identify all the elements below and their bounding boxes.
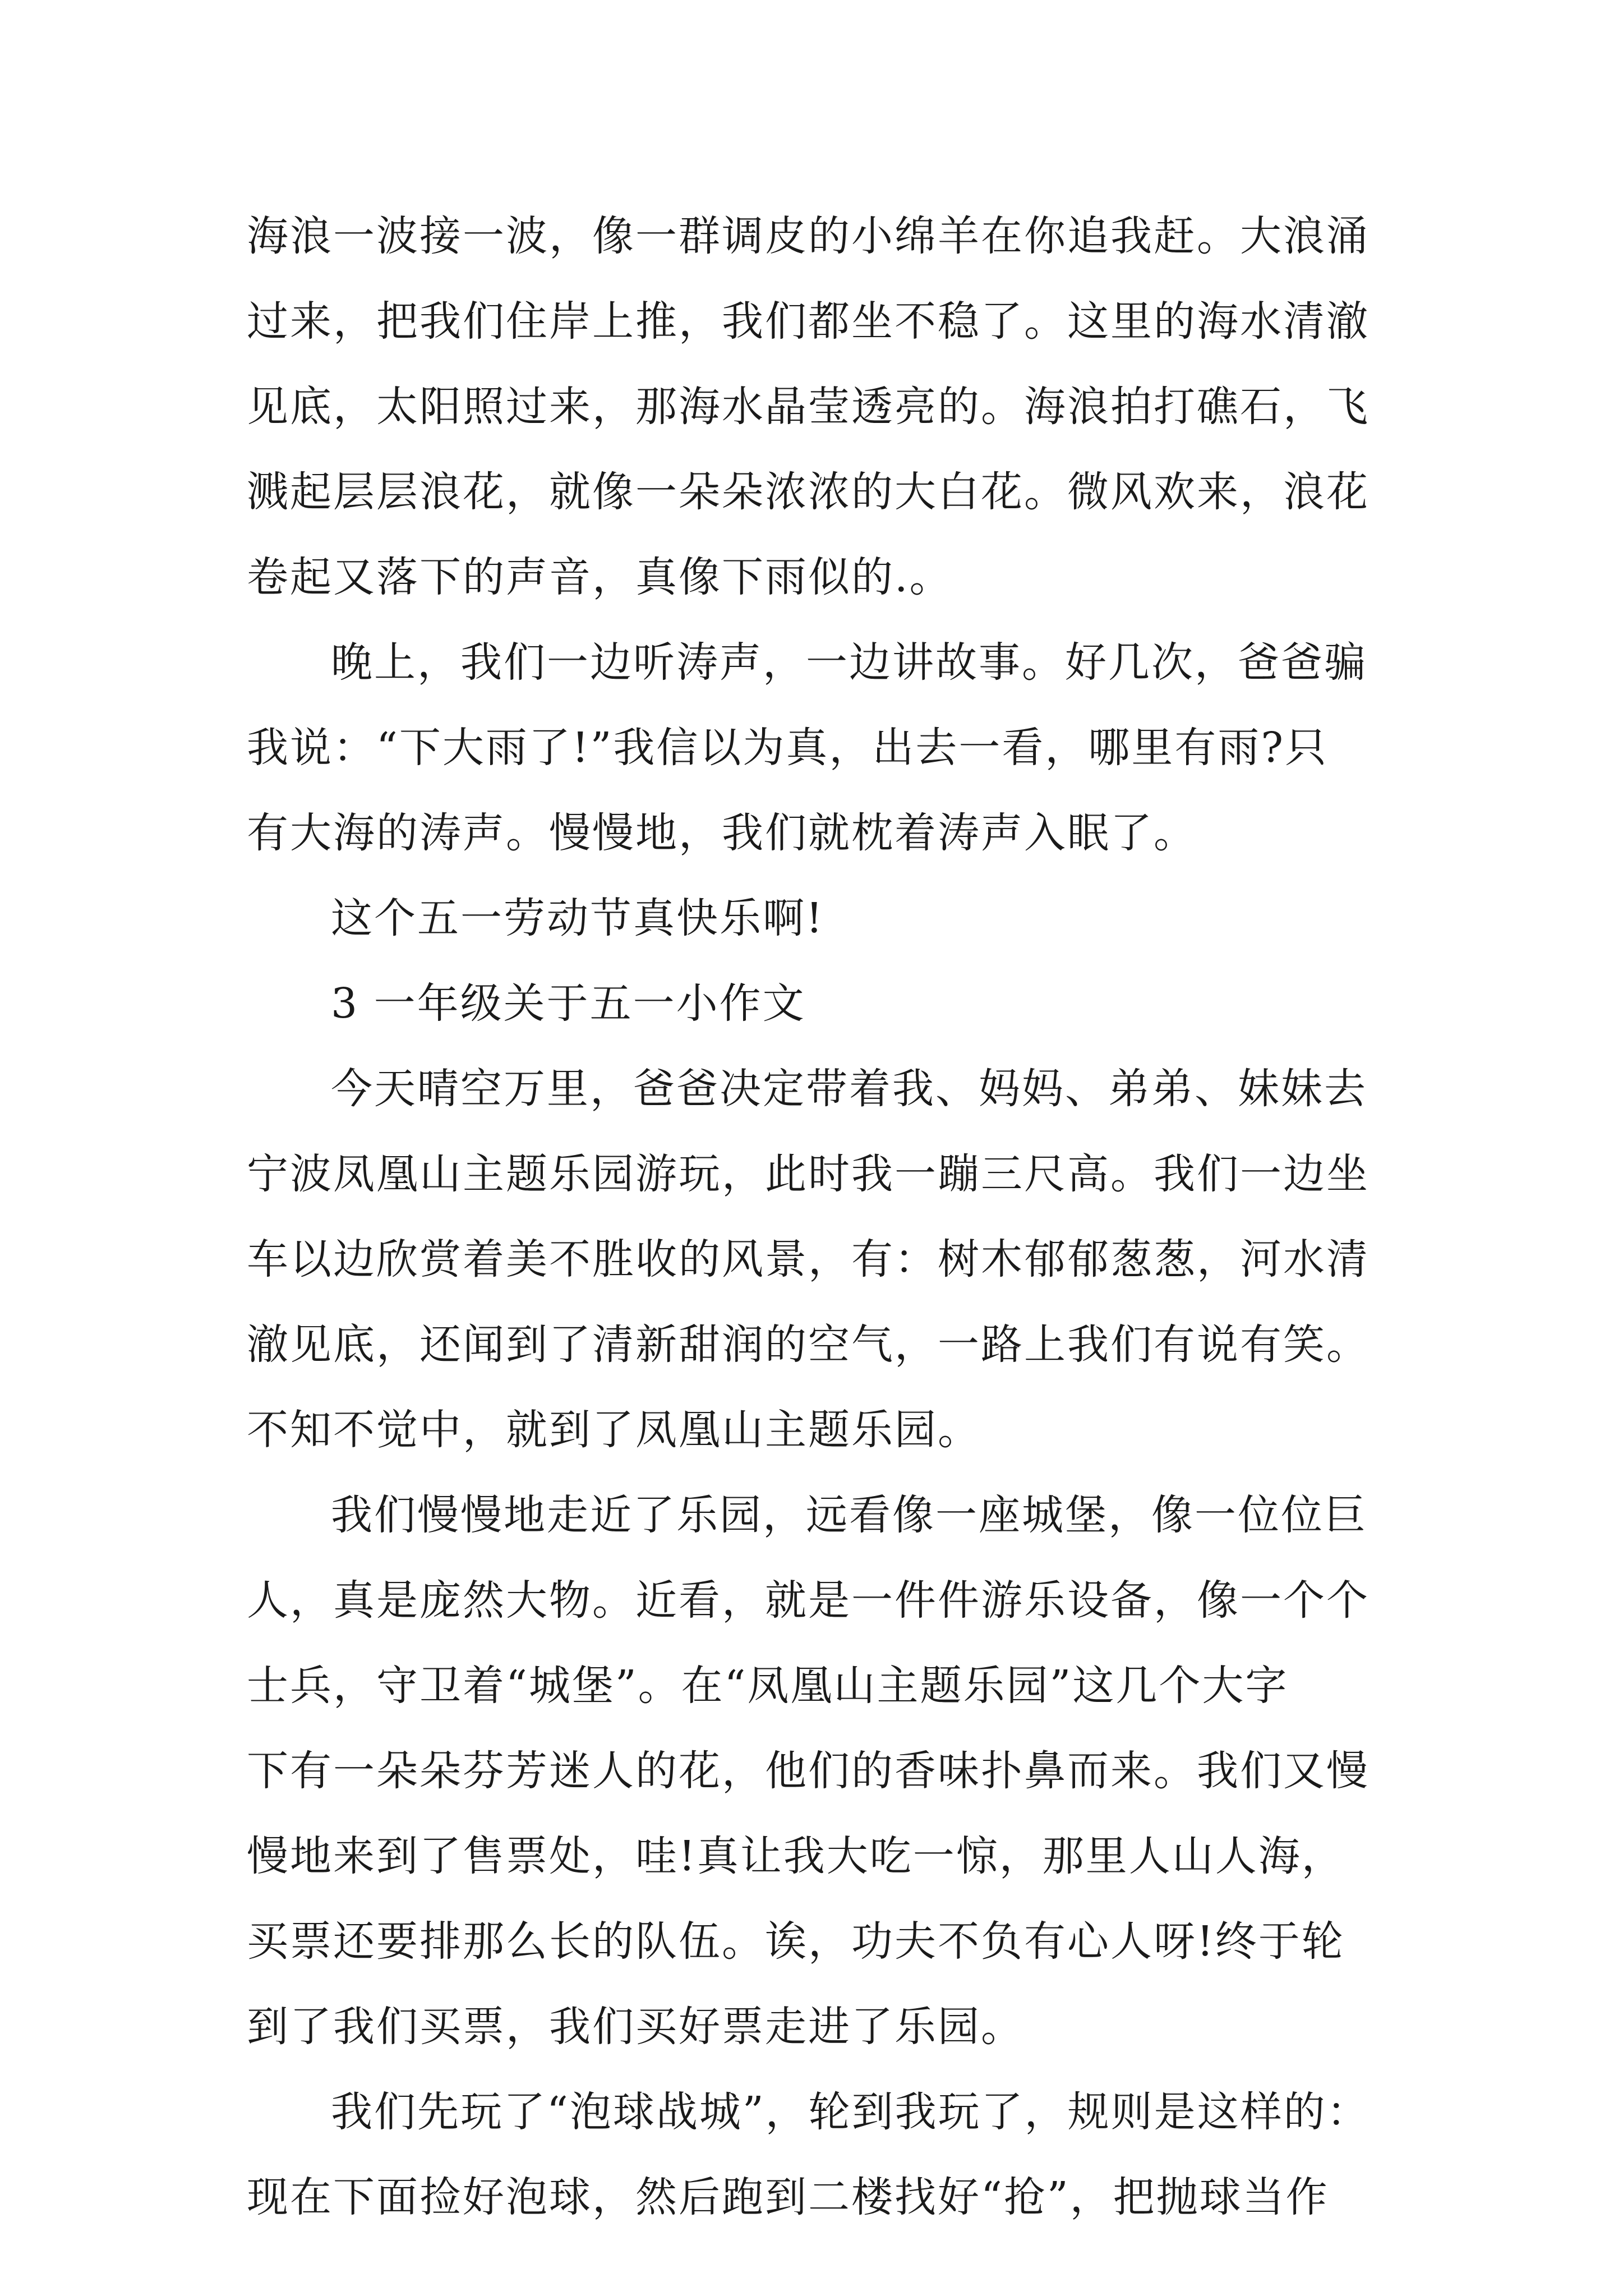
text-line: 有大海的涛声。慢慢地，我们就枕着涛声入眠了。: [247, 809, 1197, 857]
text-line: 澈见底，还闻到了清新甜润的空气，一路上我们有说有笑。: [247, 1320, 1370, 1369]
text-line: 宁波凤凰山主题乐园游玩，此时我一蹦三尺高。我们一边坐: [247, 1150, 1370, 1198]
text-line: 不知不觉中，就到了凤凰山主题乐园。: [247, 1406, 981, 1454]
text-line: 现在下面捡好泡球，然后跑到二楼找好“抢”，把抛球当作: [247, 2173, 1329, 2221]
text-line: 士兵，守卫着“城堡”。在“凤凰山主题乐园”这几个大字: [247, 1662, 1289, 1710]
text-line: 溅起层层浪花，就像一朵朵浓浓的大白花。微风欢来，浪花: [247, 468, 1370, 516]
body-text: [247, 194, 1380, 2240]
text-line: 人，真是庞然大物。近看，就是一件件游乐设备，像一个个: [247, 1576, 1370, 1625]
text-line: 我们先玩了“泡球战城”，轮到我玩了，规则是这样的：: [331, 2088, 1370, 2136]
text-line: 买票还要排那么长的队伍。诶，功夫不负有心人呀!终于轮: [247, 1917, 1345, 1966]
section-heading: 3 一年级关于五一小作文: [331, 979, 806, 1028]
text-line: 见底，太阳照过来，那海水晶莹透亮的。海浪拍打礁石，飞: [247, 383, 1370, 431]
text-line: 这个五一劳动节真快乐啊!: [331, 894, 824, 942]
text-line: 卷起又落下的声音，真像下雨似的.。: [247, 553, 953, 601]
text-line: 晚上，我们一边听涛声，一边讲故事。好几次，爸爸骗: [331, 638, 1367, 687]
text-line: 我说：“下大雨了!”我信以为真，出去一看，哪里有雨?只: [247, 724, 1329, 772]
text-line: 过来，把我们住岸上推，我们都坐不稳了。这里的海水清澈: [247, 297, 1370, 346]
text-line: 海浪一波接一波，像一群调皮的小绵羊在你追我赶。大浪涌: [247, 212, 1370, 260]
text-line: 今天晴空万里，爸爸决定带着我、妈妈、弟弟、妹妹去: [331, 1065, 1367, 1113]
text-line: 慢地来到了售票处，哇!真让我大吃一惊，那里人山人海，: [247, 1832, 1345, 1880]
text-line: 到了我们买票，我们买好票走进了乐园。: [247, 2003, 1024, 2051]
text-line: 车以边欣赏着美不胜收的风景，有：树木郁郁葱葱，河水清: [247, 1235, 1370, 1283]
text-line: 下有一朵朵芬芳迷人的花，他们的香味扑鼻而来。我们又慢: [247, 1747, 1370, 1795]
text-line: 我们慢慢地走近了乐园，远看像一座城堡，像一位位巨: [331, 1491, 1367, 1539]
